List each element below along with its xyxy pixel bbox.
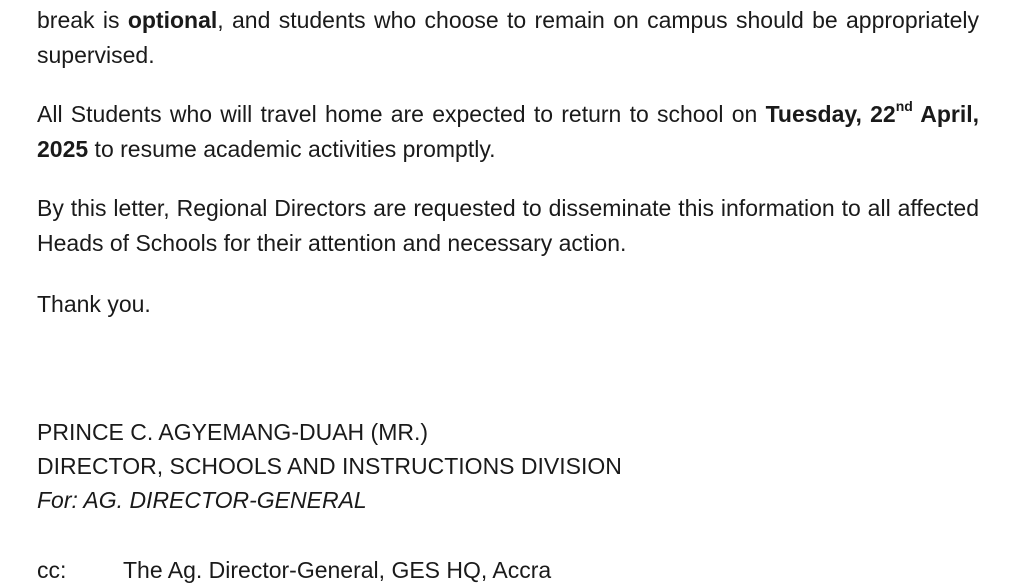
p2-date-num: 22 xyxy=(870,101,896,127)
p1-bold-optional: optional xyxy=(127,7,218,33)
p1-pre: break is xyxy=(37,7,128,33)
p2-bold-day: Tuesday, xyxy=(765,101,862,127)
paragraph-dissemination: By this letter, Regional Directors are requested to disseminate this information to all affected Heads of Schools for their attention and necessary action. xyxy=(37,195,979,256)
cc-recipient: The Ag. Director-General, GES HQ, Accra xyxy=(123,557,552,583)
paragraph-return-date xyxy=(37,97,979,167)
p2-date-sup: nd xyxy=(895,98,913,115)
p2-post: to resume academic activities promptly. xyxy=(88,136,496,162)
paragraph-thank-you: Thank you. xyxy=(37,291,151,317)
cc-label: cc: xyxy=(37,557,67,583)
cc-line xyxy=(37,553,551,587)
signatory-title: DIRECTOR, SCHOOLS AND INSTRUCTIONS DIVISION xyxy=(37,453,622,479)
paragraph-optional-break xyxy=(37,3,979,73)
p2-pre: All Students who will travel home are expected to return to school on xyxy=(37,101,766,127)
signatory-name: PRINCE C. AGYEMANG-DUAH (MR.) xyxy=(37,419,429,445)
p2-date-rest: April, 2025 xyxy=(37,101,979,162)
p1-post: , and students who choose to remain on campus should be appropriately supervised. xyxy=(37,7,979,68)
signatory-for: For: AG. DIRECTOR-GENERAL xyxy=(37,487,367,513)
